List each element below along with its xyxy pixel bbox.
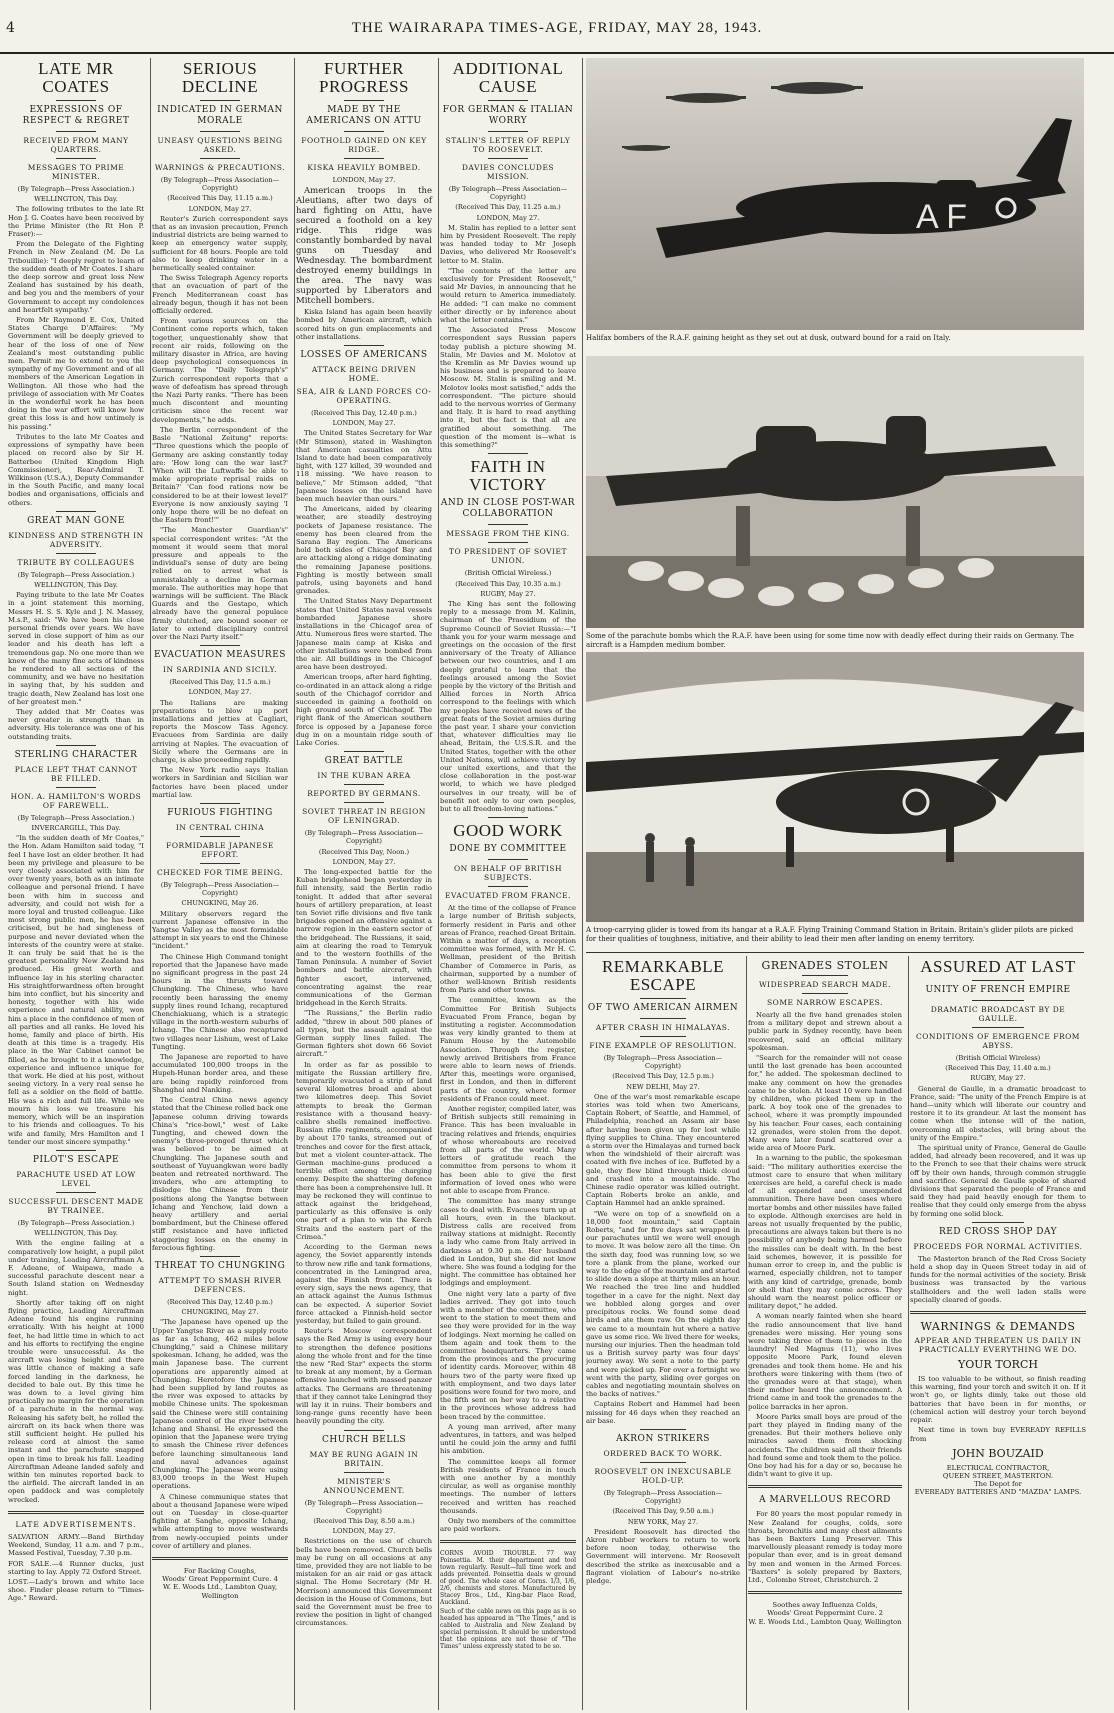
subhead: AND IN CLOSE POST-WAR COLLABORATION bbox=[440, 498, 576, 520]
subhead: FORMIDABLE JAPANESE EFFORT. bbox=[166, 841, 274, 860]
paragraph: "Search for the remainder will not cease until the last grenade has been accounted for," he added. The spokesman declined to make any comment on how the grenades came to be stolen. At least 10 were handled by children, who picked them up in the park. A boy took one of the grenades to school, where it was promptly impounded by his teacher. Four cases, each containing 12 grenades, were stolen from the depot. Many were later found scattered over a wide area of Moore Park. bbox=[748, 1054, 902, 1153]
headline-church-bells: CHURCH BELLS bbox=[322, 1434, 406, 1445]
paragraph: They added that Mr Coates was never greater in strength than in adversity. His tolerance was one of his outstanding traits. bbox=[8, 707, 144, 741]
headline-grenades-stolen: GRENADES STOLEN bbox=[761, 959, 889, 972]
received-line: (Received This Day, 10.35 a.m.) bbox=[455, 579, 561, 588]
advert-line: The Depot for bbox=[974, 1480, 1022, 1489]
column-6 bbox=[748, 956, 909, 1710]
paragraph: General de Gaulle, in a dramatic broadcast to France, said: "The unity of the French Empire is at hand—unity which will liberate our country and restore it to its grandeur. At last the moment has come when the intense will of the nation, overcoming all obstacles, will bring about the unity of the Empire." bbox=[910, 1084, 1086, 1142]
credit: (British Official Wireless.) bbox=[464, 569, 552, 578]
subhead: KINDNESS AND STRENGTH IN ADVERSITY. bbox=[8, 530, 144, 549]
paragraph: The long-expected battle for the Kuban bridgehead began yesterday in full intensity, said the Berlin radio tonight. It added that after several hours of artillery preparation, at least ten Soviet rifle divisions and five tank brigades opened an offensive against a narrow region in the eastern sector of the bridgehead. The Russians, it said, aim at clearing the road to Temryuk and to the western foothills of the Taman Peninsula. A number of Soviet bombers and battle aircraft, with fighter escort, intervened, concentrating against the rear communications of the German bridgehead in the Kerch Straits. bbox=[296, 867, 432, 1008]
paragraph: The Swiss Telegraph Agency reports that an evacuation of part of the French Mediterranean coast has already begun, though it has not been officially ordered. bbox=[152, 274, 288, 316]
paragraph: From various sources on the Continent come reports which, taken together, unquestionably show that recent air raids, following on the military disaster in Africa, are having deep psychological consequences in Germany. The "Daily Telegraph's" Zurich correspondent reports that a wave of defeatism has spread through the Nazi Party ranks. "There has been much discontent and mounting criticism since the recent war developments," he adds. bbox=[152, 317, 288, 424]
credit: (By Telegraph—Press Association—Copyright) bbox=[448, 185, 568, 202]
paragraph: American troops in the Aleutians, after two days of hard fighting on Attu, have secured a foothold on a key ridge. This ridge was constantly bombarded by naval guns on Tuesday and Wednesday. The bombardment destroyed enemy buildings in the area. The navy was supported by Liberators and Mitchell bombers. bbox=[296, 186, 432, 307]
subhead: PROCEEDS FOR NORMAL ACTIVITIES. bbox=[913, 1241, 1083, 1251]
dateline: WELLINGTON, This Day. bbox=[34, 1229, 118, 1238]
paragraph: The committee, known as the Committee For British Subjects Evacuated From France, began by instituting a register. Accommodation was very kindly granted to them at Fanum House by the Automobile Association. Through the register, newly arrived Britishers from France were able to learn news of friends. After this, meetings were organised, first in London, and then in different parts of the country, where former residents of France could meet. bbox=[440, 996, 576, 1103]
paragraph: The King has sent the following reply to a message from M. Kalinin, chairman of the Praesidium of the Supreme Council of Soviet Russia:—"I thank you for your warm message and greetings on the occasion of the first anniversary of the Treaty of Alliance between our two countries, and I am deeply grateful to learn that the feelings aroused among the Soviet people by the victory of the British and Allied forces in North Africa correspond to the feelings with which my peoples have received news of the great feats of the Soviet armies during the past year. I share your conviction that, whatever difficulties may lie ahead, Britain, the U.S.S.R. and the United States, together with the other United Nations, will achieve victory by our united exertions, and that the close collaboration in the post-war world, to which we have pledged ourselves in our treaty, will be of benefit not only to our own peoples, but to all freedom-loving nations." bbox=[440, 599, 576, 813]
subhead: UNEASY QUESTIONS BEING ASKED. bbox=[157, 136, 283, 154]
subhead: SUCCESSFUL DESCENT MADE BY TRAINEE. bbox=[8, 1196, 144, 1215]
paragraph: Military observers regard the current Japanese offensive in the Yangtse Valley as the most formidable attempt in six years to end the Chinese "incident." bbox=[152, 909, 288, 951]
paragraph: The following tributes to the late Rt Hon J. G. Coates have been received by the Prime Minister (the Rt Hon P. Fraser):— bbox=[8, 205, 144, 239]
subhead: TO PRESIDENT OF SOVIET UNION. bbox=[449, 547, 567, 566]
paragraph: Paying tribute to the late Mr Coates in a joint statement this morning, Messrs H. S. S. Kyle and J. N. Massey, M.s.P., said: "We have been his close personal friends over years. We have served in close support of him as our leader and his death has left a tremendous gap. No one more than we knew of the many fine acts of kindness he rendered to all sections of the community, and we have no hesitation in saying that, by his sudden and tragic death, New Zealand has lost one of her greatest men." bbox=[8, 591, 144, 706]
dateline: LONDON, May 27. bbox=[188, 688, 252, 697]
paragraph: "The Manchester Guardian's" special correspondent writes: "At the moment it would seem that moral pressure and appeals to the individual's sense of duty are being relied on to arrest what is unmistakably a decline in German morale. The authorities may hope that warnings will be sufficient. The Black Guards and the Gestapo, which already have the general populace firmly clutched, are bound sooner or later to extend disciplinary control over the Nazi Party itself." bbox=[152, 526, 288, 641]
dateline: NEW DELHI, May 27. bbox=[626, 1082, 700, 1091]
paragraph: According to the German news agency, the Soviet apparently intends to throw new rifle and tank formations, concentrated in the Leningrad area, against the Finnish front. There is every sign, says the news agency, that an attack against the Aunus Isthmus can be expected. A superior Soviet force attacked a Finnish-held sector yesterday, but failed to gain ground. bbox=[296, 1243, 432, 1325]
subhead: ATTEMPT TO SMASH RIVER DEFENCES. bbox=[158, 1275, 282, 1294]
photo-parachute-bombs bbox=[586, 356, 1084, 628]
advert-line: ELECTRICAL CONTRACTOR, bbox=[946, 1463, 1050, 1472]
column-2 bbox=[152, 58, 295, 1710]
paragraph: The United States Secretary for War (Mr Stimson), stated in Washington that American casualties on Attu Island to date had been comparatively light, with 127 killed, 39 wounded and 118 missing. "We have reason to believe," Mr Stimson added, "that Japanese losses on the island have been much heavier than ours." bbox=[296, 429, 432, 504]
paragraph: The United States Navy Department states that United States naval vessels bombarded Japanese shore installations in the Chicagof area of Attu. Numerous fires were started. The Japanese main camp at Kiska and other installations were bombed from the air. All buildings in the Chicagof area have been destroyed. bbox=[296, 597, 432, 672]
dateline: WELLINGTON, This Day. bbox=[34, 195, 118, 204]
paragraph: The Japanese are reported to have accumulated 100,000 troops in the Hupeh-Hunan border area, and these are being rapidly reinforced from Shanghai and Nanking. bbox=[152, 1053, 288, 1094]
paragraph: Nearly all the five hand grenades stolen from a military depot and strewn about a public park in Sydney recently, have been recovered, said an official military spokesman. bbox=[748, 1011, 902, 1052]
advertiser-name: JOHN BOUZAID bbox=[952, 1446, 1044, 1460]
dateline: CHUNGKING, May 27. bbox=[181, 1308, 259, 1317]
paragraph: Moore Parks small boys are proud of the part they played in finding many of the grenades. But their mothers believe only miracles saved them from shocking accidents. The children said all their friends had found some and took them to the police. One boy had his for a day or so, because he didn't want to give it up. bbox=[748, 1412, 902, 1479]
subhead: SOVIET THREAT IN REGION OF LENINGRAD. bbox=[302, 807, 426, 826]
paragraph: One of the war's most remarkable escape stories was told when two Americans, Captain Robert, of Seattle, and Hammel, of Philadelphia, reached an Assam air base after having been given up for lost while flying supplies to China. They encountered a storm over the Himalayas and turned back when the windshield of their aircraft was coated with five inches of ice. Buffeted by a gale, they flew blind through thick cloud and crashed into a mountainside. The Chinese radio operator was killed outright. Captain Roberts broke an ankle, and Captain Hammel had an ankle sprained. bbox=[586, 1092, 740, 1208]
subhead: FOOTHOLD GAINED ON KEY RIDGE. bbox=[301, 136, 427, 154]
headline-late-mr-coates: LATE MR COATES bbox=[38, 59, 114, 96]
dateline: LONDON, May 27. bbox=[332, 419, 396, 428]
paragraph: At the time of the collapse of France a large number of British subjects, formerly resident in Paris and other areas of France, reached Great Britain. Within a matter of days, a reception committee was formed, with Mr H. C. Wellman, president of the British Chamber of Commerce in Paris, as chairman, supported by a number of other well-known British residents from Paris and other towns. bbox=[440, 904, 576, 995]
headline-your-torch: YOUR TORCH bbox=[958, 1358, 1038, 1372]
headline-warnings-demands: WARNINGS & DEMANDS bbox=[920, 1320, 1076, 1334]
subhead: IN CENTRAL CHINA bbox=[175, 823, 265, 833]
paragraph: In order as far as possible to mitigate the Russian artillery fire, temporarily evacuated a strip of land several kilometres broad and about two kilometres deep. This Soviet attempts to break the German resistance with a thousand heavy-calibre shells remained ineffective. Russian rifle regiments, accompanied by about 170 tanks, streamed out of trenches and cover for the first attack, but met a violent counter-attack. The German machine-guns produced a terrible effect among the charging enemy. Despite the shattering defence there has been a comprehensive lull. It may be reckoned they will continue to attack against the bridgehead, particularly as this offensive is only one part of a plan to win the Kerch Straits and the eastern part of the Crimea." bbox=[296, 1060, 432, 1241]
headline-assured-at-last: ASSURED AT LAST bbox=[920, 957, 1076, 976]
dateline: RUGBY, May 27. bbox=[970, 1074, 1026, 1083]
subhead: HON. A. HAMILTON'S WORDS OF FAREWELL. bbox=[10, 791, 142, 810]
paragraph: President Roosevelt has directed the Akron rubber workers to return to work before noon today, otherwise the Government will intervene. Mr Roosevelt described the strike as inexcusable and a flagrant violation of Labour's no-strike pledge. bbox=[586, 1527, 740, 1585]
subhead: MADE BY THE AMERICANS ON ATTU bbox=[306, 105, 422, 126]
headline-faith-in-victory: FAITH IN VICTORY bbox=[469, 457, 547, 495]
credit: (By Telegraph—Press Association.) bbox=[17, 570, 135, 579]
paragraph: The Associated Press Moscow correspondent says Russian papers today publish a picture showing M. Stalin, Mr Davies and M. Molotov at the Kremlin as Mr Davies wound up his business and is prepared to leave Moscow. M. Stalin is smiling and M. Molotov looks most satisfied," adds the correspondent. "The picture should add to the nervous worries of Germany and Italy. It is hard to read anything into it, but the fact is that all are gratified about something. The question of the moment is—what is this something?" bbox=[440, 326, 576, 450]
subhead: IN THE KUBAN AREA bbox=[317, 771, 411, 781]
subhead: STALIN'S LETTER OF REPLY TO ROOSEVELT. bbox=[445, 136, 571, 154]
aircraft-code-text: A F bbox=[916, 198, 968, 236]
paragraph: "The Russians," the Berlin radio added, "threw in about 500 planes of all types, but the assault against the German supply lines failed. The German fighters shot down 66 Soviet aircraft." bbox=[296, 1009, 432, 1059]
subhead: MAY BE RUNG AGAIN IN BRITAIN. bbox=[309, 1449, 419, 1468]
credit: (British Official Wireless) bbox=[955, 1054, 1041, 1062]
headline-evacuation-measures: EVACUATION MEASURES bbox=[154, 650, 286, 661]
column-7 bbox=[910, 956, 1086, 1710]
advert-line: W. E. Woods Ltd., Lambton Quay, Wellington bbox=[162, 1583, 277, 1600]
credit: (By Telegraph—Press Association—Copyright) bbox=[603, 1054, 723, 1071]
paragraph: In a warning to the public, the spokesman said: "The military authorities exercise the utmost care to ensure that when military exercises are held, a careful check is made of all expended and unexpended ammunition. There have been cases where mortar bombs and other missiles have failed to explode. Although exercises are held in areas not usually frequented by the public, precautions are always taken but there is no possibility of anybody being harmed before the missiles can be dealt with. In the best laid schemes, however, it is possible for human error to creep in, and the public is warned, especially children, not to tamper with any kind of cartridge, grenade, bomb or shell that they may come across. They should warn the nearest police officer or military depot," he added. bbox=[748, 1154, 902, 1311]
subhead: UNITY OF FRENCH EMPIRE bbox=[925, 985, 1071, 995]
dateline: LONDON, May 27. bbox=[332, 857, 396, 866]
subhead: INDICATED IN GERMAN MORALE bbox=[157, 105, 283, 126]
received-line: (Received This Day, 11.25 a.m.) bbox=[455, 203, 561, 212]
paragraph: Only two members of the committee are paid workers. bbox=[440, 1517, 576, 1534]
paragraph: Next time in town buy EVEREADY REFILLS from bbox=[910, 1426, 1086, 1443]
column-4 bbox=[440, 58, 583, 1710]
late-advertisements-heading: LATE ADVERTISEMENTS. bbox=[15, 1519, 137, 1529]
received-line: (Received This Day, Noon.) bbox=[318, 847, 410, 856]
advert-line: Woods' Great Peppermint Cure. 4 bbox=[162, 1575, 278, 1584]
classified-ad: FOR SALE.—4 Runner ducks, just starting to lay. Apply 72 Oxford Street. bbox=[8, 1559, 144, 1576]
headline-good-work: GOOD WORK bbox=[453, 821, 563, 841]
subhead: KISKA HEAVILY BOMBED. bbox=[307, 163, 421, 172]
paragraph: M. Stalin has replied to a letter sent him by President Roosevelt. The reply was handed today to Mr Joseph Davies, who delivered Mr Roosevelt's letter to M. Stalin. bbox=[440, 223, 576, 265]
received-line: (Received This Day, 9.50 a.m.) bbox=[612, 1507, 714, 1516]
subhead: EXPRESSIONS OF RESPECT & REGRET bbox=[22, 105, 130, 126]
subhead: FOR GERMAN & ITALIAN WORRY bbox=[442, 105, 574, 126]
column-1 bbox=[8, 58, 151, 1710]
paragraph: A young man arrived, after many adventures, in tatters, and was helped until he could join the army and fulfil his ambition. bbox=[440, 1422, 576, 1456]
paragraph: Tributes to the late Mr Coates and expressions of sympathy have been placed on record also by Sir H. Batterbee (United Kingdom High Commissioner), Rear-Admiral T. Wilkinson (U.S.A.), Deputy Commander in the South Pacific, and many local bodies and organisations, officials and others. bbox=[8, 432, 144, 507]
paragraph: Captains Robert and Hammel had been missing for 46 days when they reached an air base. bbox=[586, 1400, 740, 1425]
headline-threat-to-chungking: THREAT TO CHUNGKING bbox=[154, 1260, 286, 1271]
paragraph: Reuter's Zurich correspondent says that as an invasion precaution, French industrial districts are being warned to keep an emergency water supply, sufficient for 48 hours. People are told also to keep drinking water in a hermetically sealed container. bbox=[152, 214, 288, 273]
credit: (By Telegraph—Press Association.) bbox=[17, 1218, 135, 1227]
subhead: PLACE LEFT THAT CANNOT BE FILLED. bbox=[14, 764, 138, 783]
advert-line: EVEREADY BATTERIES AND "MAZDA" LAMPS. bbox=[914, 1488, 1082, 1497]
credit: (By Telegraph—Press Association—Copyright) bbox=[603, 1488, 723, 1506]
subhead: ORDERED BACK TO WORK. bbox=[603, 1448, 723, 1458]
paragraph: Reuter's Moscow correspondent says the Red Army is using every hour to strengthen the defence positions along the whole front and for the time the new "Red Star" expects the storm to break at any moment, by a German offensive launched with massed panzer attacks. The Germans are threatening that if they cannot take Leningrad they will lay it in ruins. Their bombers and long-range guns recently have been heavily pounding the city. bbox=[296, 1327, 432, 1426]
paragraph: For 80 years the most popular remedy in New Zealand for coughs, colds, sore throats, bronchitis and many chest ailments has been Baxters Lung Preserver. This marvellously pleasant remedy is today more popular than ever, and is in great demand by men and women in the Armed Forces. "Baxters" is solely prepared by Baxters, Ltd., Colombo Street, Christchurch. 2 bbox=[748, 1510, 902, 1584]
headline-red-cross-shop-day: RED CROSS SHOP DAY bbox=[938, 1226, 1058, 1237]
headline-additional-cause: ADDITIONAL CAUSE bbox=[452, 59, 564, 96]
subhead: FINE EXAMPLE OF RESOLUTION. bbox=[589, 1041, 737, 1050]
classified-ad: LOST.—Lady's brown and white lace shoe. Finder please return to "Times-Age." Reward. bbox=[8, 1578, 144, 1603]
subhead: OF TWO AMERICAN AIRMEN bbox=[587, 1003, 739, 1013]
paragraph: From the Delegate of the Fighting French in New Zealand (M. De La Tribouillie): "I deeply regret to learn of the sudden death of Mr Coates. I share the deep sorrow and great loss New Zealand has sustained by his death, and beg you and the members of your Government to accept my condolences and heartfelt sympathy." bbox=[8, 240, 144, 314]
paragraph: A woman nearly fainted when she heard the radio announcement that live hand grenades were missing. Her young sons were taking three of them to pieces in the laundry! Ned Magnus (11), who lives opposite Moore Park, found eleven grenades and took them home. He and his brothers were tinkering with them (two of the grenades were at that stage), when their mother heard the announcement. A friend came in and took the grenades to the police barracks in her apron. bbox=[748, 1312, 902, 1411]
subhead: MINISTER'S ANNOUNCEMENT. bbox=[323, 1476, 405, 1495]
column-3 bbox=[296, 58, 439, 1710]
dateline: LONDON, May 27. bbox=[188, 204, 252, 213]
subhead: PARACHUTE USED AT LOW LEVEL bbox=[16, 1169, 136, 1188]
paragraph: Kiska Island has again been heavily bombed by American aircraft, which scored hits on gun emplacements and other installations. bbox=[296, 308, 432, 341]
paragraph: Restrictions on the use of church bells have been removed. Church bells may be rung on all occasions at any time, provided they are not liable to be mistaken for an air raid or gas attack signal. The Home Secretary (Mr H. Morrison) announced this Government decision in the House of Commons, but said the Government must be free to review the position in light of changed circumstances. bbox=[296, 1537, 432, 1628]
advert-line: W. E. Woods Ltd., Lambton Quay, Wellington bbox=[748, 1617, 902, 1626]
masthead bbox=[0, 20, 1114, 54]
paragraph: Shortly after taking off on night flying practice, Leading Aircraftman Adeane found his engine running erratically. With his height at 1000 feet, he had little time in which to act and his efforts to rectifying the engine trouble were unsuccessful. As the aircraft was losing height and there was little chance of making a safe forced landing in the darkness, he decided to bale out. By this time he was down to a level giving him practically no margin for the operation of a parachute in the normal way. Releasing his safety belt, he rolled the aircraft on its back when there was still sufficient height. He pulled his release cord at almost the same instant and the parachute snapped open in time to break his fall. Leading Aircraftman Adeane landed safely and within ten minutes reported back to the airfield. The aircraft landed in an open paddock and was completely wrecked. bbox=[8, 1298, 144, 1504]
dateline: LONDON, May 27. bbox=[332, 1527, 396, 1536]
credit: (By Telegraph—Press Association—Copyright) bbox=[304, 829, 424, 846]
received-line: (Received This Day, 12.5 p.m.) bbox=[612, 1072, 714, 1081]
dateline: LONDON, May 27. bbox=[332, 176, 396, 184]
paragraph: "The Japanese have opened up the Upper Yangtse River as a supply route as far as Ichang, 462 miles below Chungking," said a Chinese military spokesman. Ichang, he added, was the main Japanese base. The current operations are apparently aimed at Chungking. Heretofore the Japanese had been supplied by land routes as the river was exposed to attacks by mobile Chinese units. The spokesman said the Chinese were still containing Japanese control of the river between Ichang and Shansi. He expressed the opinion that the Japanese were trying to smash the Chinese river defences before launching simultaneous land and naval advances against Chungking. The Japanese were using 83,000 troops in the West Hupeh operations. bbox=[152, 1318, 288, 1491]
paragraph: "In the sudden death of Mr Coates," the Hon. Adam Hamilton said today, "I feel I have lost an elder brother. It had been my privilege and pleasure to be very closely associated with him for over twenty years, both as an intimate colleague and personal friend. I have been with him in success and adversity, and could not wish for a more loyal and trusted colleague. Like most strong public men, he has been criticised, but he had singleness of purpose and never deviated when the interests of the country were at stake. It can truly be said that he is the greatest personality New Zealand has produced. His great worth and influence lay in his sterling character. His straightforwardness often brought him into conflict, but his sincerity and honesty, together with his wide experience and natural ability, won him a place in the confidence of men of all parties and all ranks. He loved his home, family and place of birth. His death at this time is a tragedy. His place in the War Cabinet cannot be filled, as he brought to it a knowledge, experience and influence unique for that work. He died at his post, without seeing victory. In a very real sense he fell as a soldier on the field of battle. His was a rich and full life. While we mourn his loss we treasure his memory, which will be an inspiration to his friends and colleagues. To his wife and family, Mrs Hamilton and I tender our most sincere sympathy." bbox=[8, 834, 144, 1146]
advert-line: Woods' Great Peppermint Cure. 2 bbox=[767, 1609, 883, 1618]
caption-glider: A troop-carrying glider is towed from its hangar at a R.A.F. Flying Training Command Station in Britain. Britain's glider pilots are picked for their qualities of toughness, initiative, and their ability to lead their men after landing on enemy territory. bbox=[586, 926, 1074, 943]
times-notice: Such of the cable news on this page as is so headed has appeared in "The Times," and is cabled to Australia and New Zealand by special permission. It should be understood that the opinions are not those of "The Times" unless expressly stated to be so. bbox=[440, 1608, 576, 1651]
column-5 bbox=[586, 956, 747, 1710]
paragraph: With the engine failing at a comparatively low height, a pupil pilot under training, Leading Aircraftman A. F. Adeane, of Waipawa, made a successful parachute descent near a South Island station on Wednesday night. bbox=[8, 1239, 144, 1297]
headline-great-battle: GREAT BATTLE bbox=[324, 756, 404, 767]
paragraph: The Central China news agency stated that the Chinese rolled back one Japanese column driving towards China's "rice-bowl," west of Lake Tungting, and chewed down the enemy's three-pronged thrust which was believed to be aimed at Chungking. The Japanese south and southeast of Yuyuangkwan were badly beaten and retreated northward. The invaders, who are attempting to dislodge the Chinese from their positions along the Yangtse between Ichang and Yenchow, laid down a heavy artillery and aerial bombardment, but the Chinese offered stiff resistance and have inflicted staggering losses on the enemy in ferocious fighting. bbox=[152, 1096, 288, 1252]
paragraph: IS too valuable to be without, so finish reading this warning, find your torch and switch it on. If it won't go, or lights dimly, take out those old batteries that have been in for months, or (chemical action will destroy your torch beyond repair. bbox=[910, 1375, 1086, 1425]
advert-line: Soothes away Influenza Colds, bbox=[772, 1601, 878, 1610]
subhead: AFTER CRASH IN HIMALAYAS. bbox=[595, 1023, 731, 1032]
paragraph: "We were on top of a snowfield on a 18,000 foot mountain," said Captain Roberts, "and for five days sat wrapped in our parachutes until we were well enough to move. It was below zero all the time. On the sixth day, food was running low, so we tore a plank from the plane, worked our way to the edge of the mountain and started to slide down a slope at thirty miles an hour. We reached the tree line and huddled together in a cave for the night. Next day we hobbled along gorges and over precipitous rocks. We found some dead birds and ate them raw. On the eighth day we came to a mountain hut where a native gave us some rice. We lived there for weeks, nursing our injuries. Then the headman told us a British survey party was four days' journey away. We sent a note to the party and were picked up. For over a fortnight we went with the party, sliding over gorges on cables and negotiating mountain shelves on the backs of natives." bbox=[586, 1209, 740, 1399]
headline-losses-of-americans: LOSSES OF AMERICANS bbox=[300, 350, 428, 361]
credit: (By Telegraph—Press Association—Copyright) bbox=[304, 1498, 424, 1515]
caption-halifax: Halifax bombers of the R.A.F. gaining height as they set out at dusk, outward bound for a raid on Italy. bbox=[586, 334, 951, 342]
paragraph: The committee keeps all former British residents of France in touch with one another by a monthly circular, as well as organise monthly meetings. The number of letters received and written has reached thousands. bbox=[440, 1457, 576, 1515]
subhead: DONE BY COMMITTEE bbox=[449, 844, 567, 855]
subhead: DRAMATIC BROADCAST BY DE GAULLE. bbox=[930, 1005, 1066, 1023]
paragraph: The New York radio says Italian workers in Sardinian and Sicilian war factories have been placed under martial law. bbox=[152, 766, 288, 799]
received-line: (Received This Day, 12.40 p.m.) bbox=[167, 1297, 273, 1306]
paragraph: One night very late a party of five ladies arrived. They got into touch with a member of the committee, who went to the station to meet them and see they were provided for in the way of lodgings. Next morning he called on them again and took them to the committee headquarters. They came from the provinces and the procuring of identity cards. Moreover, within 48 hours two of the party were fixed up with employment, and two days later positions were found for two more, and the fifth sent on her way to a relative in the provinces whose address had been traced by the committee. bbox=[440, 1289, 577, 1421]
paragraph: The Masterton branch of the Red Cross Society held a shop day in Queen Street today in aid of funds for the normal activities of the society. Brisk business was transacted by the various stallholders and the well laden stalls were specially cleared of goods. bbox=[910, 1254, 1086, 1304]
subhead: SEA, AIR & LAND FORCES CO-OPERATING. bbox=[296, 387, 432, 406]
headline-pilots-escape: PILOT'S ESCAPE bbox=[32, 1154, 120, 1165]
dateline: RUGBY, May 27. bbox=[480, 589, 536, 598]
classified-ad: SALVATION ARMY.—Band Birthday Weekend, Sunday, 11 a.m. and 7 p.m., Massed Festival, Tuesday, 7.30 p.m. bbox=[8, 1533, 144, 1558]
received-line: (Received This Day, 11.15 a.m.) bbox=[167, 194, 273, 203]
credit: (By Telegraph—Press Association.) bbox=[17, 813, 135, 822]
subhead: MESSAGE FROM THE KING. bbox=[446, 529, 570, 539]
headline-akron-strikers: AKRON STRIKERS bbox=[616, 1433, 710, 1444]
photo-troop-glider bbox=[586, 652, 1084, 922]
subhead: APPEAR AND THREATEN US DAILY IN PRACTICALLY EVERYTHING WE DO. bbox=[914, 1336, 1082, 1355]
subhead: ROOSEVELT ON INEXCUSABLE HOLD-UP. bbox=[594, 1466, 732, 1485]
advert-corns: CORNS AVOID TROUBLE. 77 way Poinsettia. M. their department and tool town regularly. Result—full time work and adds prevented. Poinsettia deals w ground of good. The whole case of Corns. 1/3, 1/6, 2/6, chemists and stores. Manufactured by Stacey Bros., Ltd., King-bar Place Road, Auckland. bbox=[440, 1550, 576, 1607]
paragraph: The committee has many strange cases to deal with. Evacuees turn up at all hours, even in the blackout. Distress calls are received from railway stations at midnight. Recently a lady who came from Italy arrived in darkness at 9.30 p.m. Her husband died in London, but she did not know where. She was found a lodging for the night. The committee has obtained her lodgings and employment. bbox=[440, 1197, 576, 1288]
subhead: CONDITIONS OF EMERGENCE FROM ABYSS. bbox=[916, 1032, 1080, 1050]
advert-line: For Racking Coughs, bbox=[183, 1567, 257, 1576]
subhead: REPORTED BY GERMANS. bbox=[307, 789, 421, 799]
dateline: LONDON, May 27. bbox=[476, 213, 540, 222]
subhead: TRIBUTE BY COLLEAGUES bbox=[17, 557, 135, 567]
headline-remarkable-escape: REMARKABLE ESCAPE bbox=[601, 957, 725, 994]
dateline: NEW YORK, May 27. bbox=[627, 1517, 699, 1526]
paragraph: American troops, after hard fighting, co-ordinated in an attack along a ridge south of the Chichagof corridor and succeeded in gaining a foothold on high ground south of Chichagof. The right flank of the American southern force is opposed by a Japanese force dug in on a mountain ridge south of Lake Cories. bbox=[296, 673, 432, 747]
headline-sterling-character: STERLING CHARACTER bbox=[14, 749, 138, 760]
newspaper-title: THE WAIRARAPA TIMES-AGE, FRIDAY, MAY 28, 1943. bbox=[351, 20, 763, 36]
subhead: RECEIVED FROM MANY QUARTERS. bbox=[23, 136, 129, 154]
headline-serious-decline: SERIOUS DECLINE bbox=[181, 59, 259, 96]
subhead: WARNINGS & PRECAUTIONS. bbox=[154, 163, 286, 172]
credit: (By Telegraph—Press Association—Copyright) bbox=[160, 881, 280, 898]
paragraph: The Berlin correspondent of the Basle "National Zeitung" reports: "Three questions which the people of Germany are asking constantly today are: 'How long can the war last?' 'When will the Luftwaffe be able to make appropriate reprisal raids on Britain?' 'Can food rations now be considered to be at their lowest level?' Everyone is now anxiously saying 'I only hope there will be no defeat on the Eastern front!'" bbox=[152, 425, 288, 525]
paragraph: The spiritual unity of France, General de Gaulle added, had already been recovered, and it was up to the French to see that their chains were struck off by their own hands, through common struggle and sacrifice. General de Gaulle spoke of shared divisions that separated the people of France and said they had paid heavily enough for them to realise that they could only emerge from the abyss by forming one solid block. bbox=[910, 1144, 1086, 1218]
advert-line: QUEEN STREET, MASTERTON. bbox=[942, 1471, 1054, 1480]
paragraph: The Americans, aided by clearing weather, are steadily destroying pockets of Japanese resistance. The enemy has been cleared from the Sarana Bay region. The Americans hold both sides of Chicagof Bay and are attacking along a ridge dominating the remaining Japanese positions. Fighting is mostly between small patrols, using bayonets and hand grenades. bbox=[296, 505, 432, 596]
paragraph: A Chinese communique states that about a thousand Japanese were wiped out on Tuesday in close-quarter fighting at Sanghe, opposite Ichang, while attempting to move westwards from newly-occupied points under cover of artillery and planes. bbox=[152, 1492, 288, 1550]
subhead: WIDESPREAD SEARCH MADE. bbox=[758, 980, 892, 989]
headline-great-man-gone: GREAT MAN GONE bbox=[27, 515, 125, 526]
received-line: (Received This Day, 12.40 p.m.) bbox=[311, 409, 417, 418]
paragraph: The Italians are making preparations to blow up port installations and jetties at Cagliari, reports the Moscow Tass Agency. Evacuees from Sardinia are daily arriving at Naples. The evacuation of Sicily where the Germans are in charge, is also proceeding rapidly. bbox=[152, 698, 288, 764]
subhead: DAVIES CONCLUDES MISSION. bbox=[461, 163, 555, 181]
dateline: INVERCARGILL, This Day. bbox=[31, 823, 121, 832]
headline-furious-fighting: FURIOUS FIGHTING bbox=[167, 808, 273, 819]
paragraph: Another register, compiled later, was of British subjects still remaining in France. This has been invaluable in tracing relatives and friends, enquiries of whose whereabouts are received from all parts of the world. Many letters of gratitude reach the committee from persons to whom it has been able to give the first information of loved ones who were not able to escape from France. bbox=[440, 1105, 576, 1196]
credit: (By Telegraph—Press Association—Copyright) bbox=[160, 176, 280, 193]
parachute-bombs-image bbox=[586, 356, 1084, 628]
subhead: CHECKED FOR TIME BEING. bbox=[157, 868, 283, 878]
headline-further-progress: FURTHER PROGRESS bbox=[319, 59, 409, 96]
dateline: WELLINGTON, This Day. bbox=[34, 580, 118, 589]
subhead: EVACUATED FROM FRANCE. bbox=[445, 891, 571, 901]
received-line: (Received This Day, 8.50 a.m.) bbox=[313, 1516, 415, 1525]
subhead: IN SARDINIA AND SICILY. bbox=[163, 665, 277, 675]
credit: (By Telegraph—Press Association.) bbox=[17, 185, 135, 193]
paragraph: The Chinese High Command tonight reported that the Japanese have made no significant progress in the past 24 hours in the thrusts toward Chungking. The Chinese, who have recently been harassing the enemy supply lines round Ichang, recaptured Chenchiakuang, which is a strategic village in the north-western suburbs of Ichang. The Chinese also recaptured two villages near Lishum, west of Lake Tungting. bbox=[152, 952, 288, 1051]
troop-glider-image bbox=[586, 652, 1084, 922]
subhead: SOME NARROW ESCAPES. bbox=[767, 998, 883, 1007]
received-line: (Received This Day, 11.5 a.m.) bbox=[169, 678, 271, 687]
subhead: ATTACK BEING DRIVEN HOME. bbox=[311, 365, 417, 384]
halifax-bombers-image bbox=[586, 58, 1084, 330]
photo-halifax-bombers bbox=[586, 58, 1084, 330]
subhead: MESSAGES TO PRIME MINISTER. bbox=[27, 163, 125, 181]
caption-parachute-bombs: Some of the parachute bombs which the R.A.F. have been using for some time now with deadly effect during their raids on Germany. The aircraft is a Hampden medium bomber. bbox=[586, 632, 1074, 649]
paragraph: From Mr Raymond E. Cox, United States Charge D'Affaires: "My Government will be deeply grieved to hear of the loss of one of New Zealand's most outstanding public men. Permit me to extend to you the sympathy of my Government and of all members of the American Legation in Wellington. All those who had the privilege of association with Mr Coates in the wonderful work he has been doing in the war effort will know how great this loss is and how untimely is his passing." bbox=[8, 316, 144, 431]
headline-marvellous-record: A MARVELLOUS RECORD bbox=[759, 1495, 891, 1506]
dateline: CHUNGKING, May 26. bbox=[181, 899, 259, 908]
paragraph: "The contents of the letter are exclusively for President Roosevelt," said Mr Davies, in announcing that he would return to America immediately. He added: "I can make no comment either directly or by inference about what the letter contains." bbox=[440, 266, 576, 325]
page-number: 4 bbox=[6, 20, 15, 36]
received-line: (Received This Day, 11.40 a.m.) bbox=[945, 1064, 1051, 1073]
subhead: ON BEHALF OF BRITISH SUBJECTS. bbox=[453, 864, 563, 883]
